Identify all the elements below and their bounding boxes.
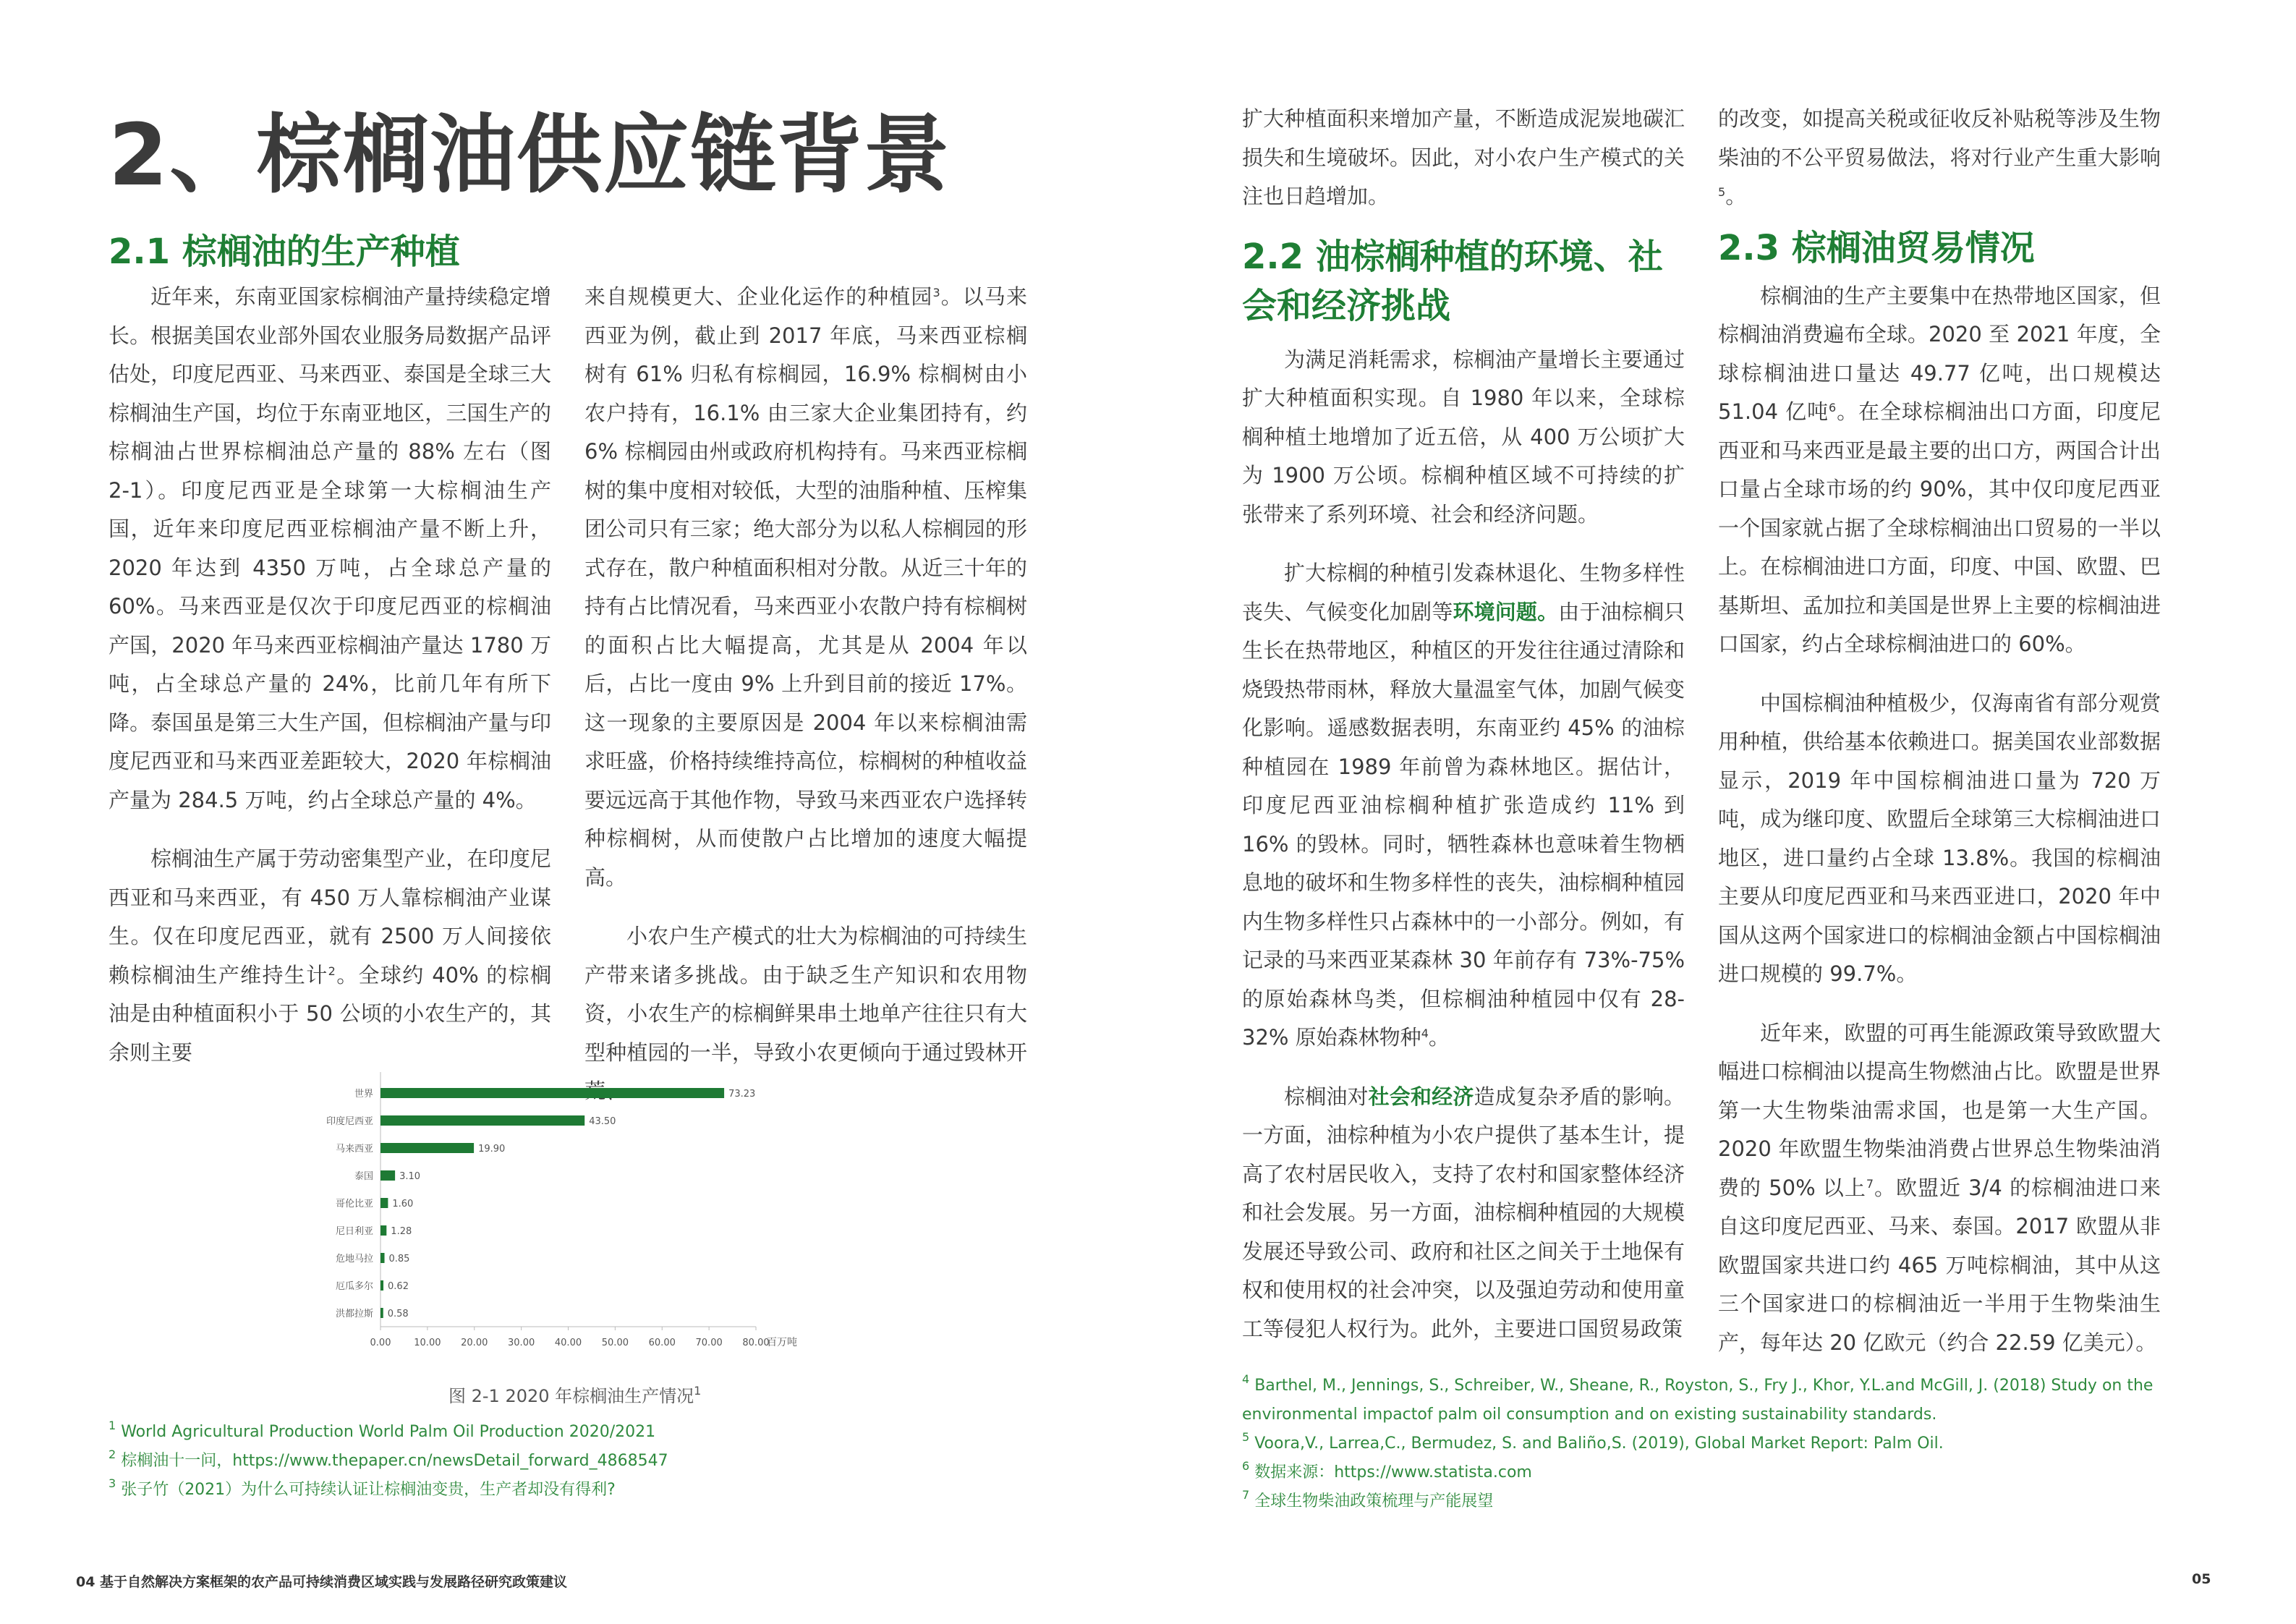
- section-title-2-1: 2.1 棕榈油的生产种植: [109, 231, 460, 272]
- category-label: 危地马拉: [335, 1254, 373, 1264]
- footnote: $^1$ World Agricultural Production World Palm Oil Production 2020/2021: [109, 1419, 656, 1441]
- data-label: 0.62: [388, 1281, 409, 1292]
- paragraph: 的改变，如提高关税或征收反补贴税等涉及生物柴油的不公平贸易做法，将对行业产生重大影响$^5$。: [1718, 106, 2161, 208]
- paragraph: 近年来，欧盟的可再生能源政策导致欧盟大幅进口棕榈油以提高生物燃油占比。欧盟是世界第一大生物柴油需求国，也是第一大生产国。2020 年欧盟生物柴油消费占世界总生物柴油消费的 50% 以上$^7$。欧盟近 3/4 的棕榈油进口来自这印度尼西亚、马来、泰国。2017 欧盟从非欧盟国家共进口约 465 万吨棕榈油，其中从这三个国家进口的棕榈油近一半用于生物柴油生产，每年达 20 亿欧元（约合 22.59 亿美元）。: [1718, 1020, 2161, 1355]
- category-label: 洪都拉斯: [335, 1309, 373, 1319]
- footnote-ref[interactable]: 7: [1866, 1176, 1874, 1191]
- x-tick-label: 40.00: [554, 1338, 582, 1348]
- right-page: [1148, 0, 2296, 1624]
- footnote[interactable]: $^6$ 数据来源：https://www.statista.com: [1242, 1459, 1532, 1481]
- paragraph: 棕榈油的生产主要集中在热带地区国家，但棕榈油消费遍布全球。2020 至 2021 年度，全球棕榈油进口量达 49.77 亿吨，出口规模达 51.04 亿吨$^6$。在全球棕榈油出口方面，印度尼西亚和马来西亚是最主要的出口方，两国合计出口量占全球市场的约 90%，其中仅印度尼西亚一个国家就占据了全球棕榈油出口贸易的一半以上。在棕榈油进口方面，印度、中国、欧盟、巴基斯坦、孟加拉和美国是世界上主要的棕榈油进口国家，约占全球棕榈油进口的 60%。: [1718, 283, 2161, 656]
- x-tick-label: 10.00: [414, 1338, 441, 1348]
- x-tick-label: 20.00: [461, 1338, 488, 1348]
- x-tick-label: 80.00: [742, 1338, 770, 1348]
- highlight-social-economic: 社会和经济: [1368, 1084, 1474, 1109]
- bar-6: [380, 1253, 385, 1263]
- footnotes-right: [1242, 1372, 2168, 1516]
- footnote-ref[interactable]: 2: [328, 964, 336, 978]
- paragraph: 棕榈油对社会和经济造成复杂矛盾的影响。一方面，油棕种植为小农户提供了基本生计，提高了农村居民收入，支持了农村和国家整体经济和社会发展。另一方面，油棕榈种植园的大规模发展还导致公司、政府和社区之间关于土地保有权和使用权的社会冲突，以及强迫劳动和使用童工等侵犯人权行为。此外，主要进口国贸易政策: [1242, 1084, 1685, 1341]
- text-column-2: [584, 278, 1027, 1111]
- x-tick-label: 50.00: [601, 1338, 629, 1348]
- section-title-2-2: 2.2 油棕榈种植的环境、社会和经济挑战: [1242, 236, 1663, 326]
- x-tick-label: 70.00: [695, 1338, 723, 1348]
- data-label: 19.90: [478, 1144, 506, 1155]
- bar-8: [380, 1308, 383, 1318]
- data-label: 3.10: [399, 1171, 421, 1182]
- data-label: 73.23: [728, 1089, 756, 1100]
- category-label: 尼日利亚: [335, 1226, 373, 1237]
- text-column-4: [1718, 100, 2161, 1362]
- paragraph: 中国棕榈油种植极少，仅海南省有部分观赏用种植，供给基本依赖进口。据美国农业部数据显示，2019 年中国棕榈油进口量为 720 万吨，成为继印度、欧盟后全球第三大棕榈油进口地区，进口量约占全球 13.8%。我国的棕榈油主要从印度尼西亚和马来西亚进口，2020 年中国从这两个国家进口的棕榈油金额占中国棕榈油进口规模的 99.7%。: [1718, 690, 2161, 986]
- footnote[interactable]: $^2$ 棕榈油十一问，https://www.thepaper.cn/newsDetail_forward_4868547: [109, 1447, 668, 1470]
- category-label: 印度尼西亚: [326, 1116, 373, 1127]
- paragraph: 小农户生产模式的壮大为棕榈油的可持续生产带来诸多挑战。由于缺乏生产知识和农用物资，小农生产的棕榈鲜果串土地单产往往只有大型种植园的一半，导致小农更倾向于通过毁林开: [584, 924, 1027, 1065]
- paragraph: 近年来，东南亚国家棕榈油产量持续稳定增长。根据美国农业部外国农业服务局数据产品评估处，印度尼西亚、马来西亚、泰国是全球三大棕榈油生产国，均位于东南亚地区，三国生产的棕榈油占世界棕榈油总产量的 88% 左右（图 2-1）。印度尼西亚是全球第一大棕榈油生产国，近年来印度尼西亚棕榈油产量不断上升，2020 年达到 4350 万吨，占全球总产量的 60%。马来西亚是仅次于印度尼西亚的棕榈油产国，2020 年马来西亚棕榈油产量达 1780 万吨，占全球总产量的 24%，比前几年有所下降。泰国虽是第三大生产国，但棕榈油产量与印度尼西亚和马来西亚差距较大，2020 年棕榈油产量为 284.5 万吨，约占全球总产量的 4%。: [109, 284, 551, 812]
- page-footer-left: 04 基于自然解决方案框架的农产品可持续消费区域实践与发展路径研究政策建议: [76, 1574, 568, 1590]
- data-label: 1.60: [392, 1199, 414, 1210]
- bar-4: [380, 1198, 388, 1208]
- paragraph: 来自规模更大、企业化运作的种植园$^3$。以马来西亚为例，截止到 2017 年底，马来西亚棕榈树有 61% 归私有棕榈园，16.9% 棕榈树由小农户持有，16.1% 由三家大企业集团持有，约 6% 棕榈园由州或政府机构持有。马来西亚棕榈树的集中度相对较低，大型的油脂种植、压榨集团公司只有三家；绝大部分为以私人棕榈园的形式存在，散户种植面积相对分散。从近三十年的持有占比情况看，马来西亚小农散户持有棕榈树的面积占比大幅提高，尤其是从 2004 年以后，占比一度由 9% 上升到目前的接近 17%。这一现象的主要原因是 2004 年以来棕榈油需求旺盛，价格持续维持高位，棕榈树的种植收益要远远高于其他作物，导致马来西亚农户选择转种棕榈树，从而使散户占比增加的速度大幅提高。: [584, 284, 1027, 890]
- data-label: 43.50: [589, 1116, 616, 1127]
- bar-0: [380, 1088, 724, 1098]
- footnote-ref[interactable]: 3: [932, 286, 940, 299]
- category-label: 泰国: [354, 1171, 373, 1182]
- text-column-1: [109, 278, 551, 1072]
- section-title-2-3: 2.3 棕榈油贸易情况: [1718, 227, 2035, 268]
- data-label: 1.28: [391, 1226, 412, 1237]
- footnote-ref[interactable]: 6: [1829, 401, 1837, 414]
- paragraph: 棕榈油生产属于劳动密集型产业，在印度尼西亚和马来西亚，有 450 万人靠棕榈油产业谋生。仅在印度尼西亚，就有 2500 万人间接依赖棕榈油生产维持生计$^2$。全球约 40% 的棕榈油是由种植面积小于 50 公顷的小农生产的，其余则主要: [109, 846, 551, 1065]
- palm-oil-production-chart: [289, 1063, 854, 1367]
- footnote: $^3$ 张子竹（2021）为什么可持续认证让棕榈油变贵，生产者却没有得利?: [109, 1476, 616, 1499]
- bar-2: [380, 1143, 474, 1153]
- chapter-title: 2、棕榈油供应链背景: [109, 105, 951, 205]
- paragraph: 扩大棕榈的种植引发森林退化、生物多样性丧失、气候变化加剧等环境问题。由于油棕榈只生长在热带地区，种植区的开发往往通过清除和烧毁热带雨林，释放大量温室气体，加剧气候变化影响。遥感数据表明，东南亚约 45% 的油棕种植园在 1989 年前曾为森林地区。据估计，印度尼西亚油棕榈种植扩张造成约 11% 到 16% 的毁林。同时，牺牲森林也意味着生物栖息地的破坏和生物多样性的丧失，油棕榈种植园内生物多样性只占森林中的一小部分。例如，有记录的马来西亚某森林 30 年前存有 73%-75% 的原始森林鸟类，但棕榈油种植园中仅有 28-32% 原始森林物种$^4$。: [1242, 561, 1685, 1050]
- x-axis-unit: 百万吨: [767, 1337, 797, 1348]
- bar-5: [380, 1225, 386, 1236]
- x-tick-label: 0.00: [370, 1338, 391, 1348]
- figure-caption: 图 2-1 2020 年棕榈油生产情况$^1$: [448, 1384, 702, 1406]
- data-label: 0.85: [388, 1254, 410, 1264]
- footnote: $^5$ Voora,V., Larrea,C., Bermudez, S. and Baliño,S. (2019), Global Market Report: Palm Oil.: [1242, 1430, 1944, 1453]
- footnote: $^4$ Barthel, M., Jennings, S., Schreiber, W., Sheane, R., Royston, S., Fry J., Khor, Y.L.and McGill, J. (2018) Study on the environmental impactof palm oil consumption and on existing sustainability standards.: [1242, 1372, 2153, 1424]
- category-label: 厄瓜多尔: [335, 1281, 373, 1292]
- footnote-ref[interactable]: 5: [1718, 185, 1726, 199]
- footnotes-left: [109, 1418, 1034, 1505]
- footnote-ref[interactable]: 4: [1421, 1026, 1429, 1040]
- bar-1: [380, 1115, 584, 1126]
- text-column-3: [1242, 100, 1685, 1348]
- paragraph: 为满足消耗需求，棕榈油产量增长主要通过扩大种植面积实现。自 1980 年以来，全球棕榈种植土地增加了近五倍，从 400 万公顷扩大为 1900 万公顷。棕榈种植区域不可持续的扩张带来了系列环境、社会和经济问题。: [1242, 347, 1685, 527]
- x-tick-label: 60.00: [648, 1338, 676, 1348]
- category-label: 世界: [354, 1089, 373, 1100]
- paragraph: 扩大种植面积来增加产量，不断造成泥炭地碳汇损失和生境破坏。因此，对小农户生产模式的关注也日趋增加。: [1242, 106, 1685, 208]
- category-label: 马来西亚: [335, 1144, 373, 1155]
- category-label: 哥伦比亚: [335, 1199, 373, 1210]
- bar-3: [380, 1170, 395, 1181]
- x-tick-label: 30.00: [508, 1338, 535, 1348]
- footnote: $^7$ 全球生物柴油政策梳理与产能展望: [1242, 1488, 1494, 1510]
- highlight-environment: 环境问题。: [1453, 599, 1559, 624]
- bar-7: [380, 1280, 383, 1291]
- page-number-right: 05: [2192, 1571, 2211, 1587]
- data-label: 0.58: [387, 1309, 409, 1319]
